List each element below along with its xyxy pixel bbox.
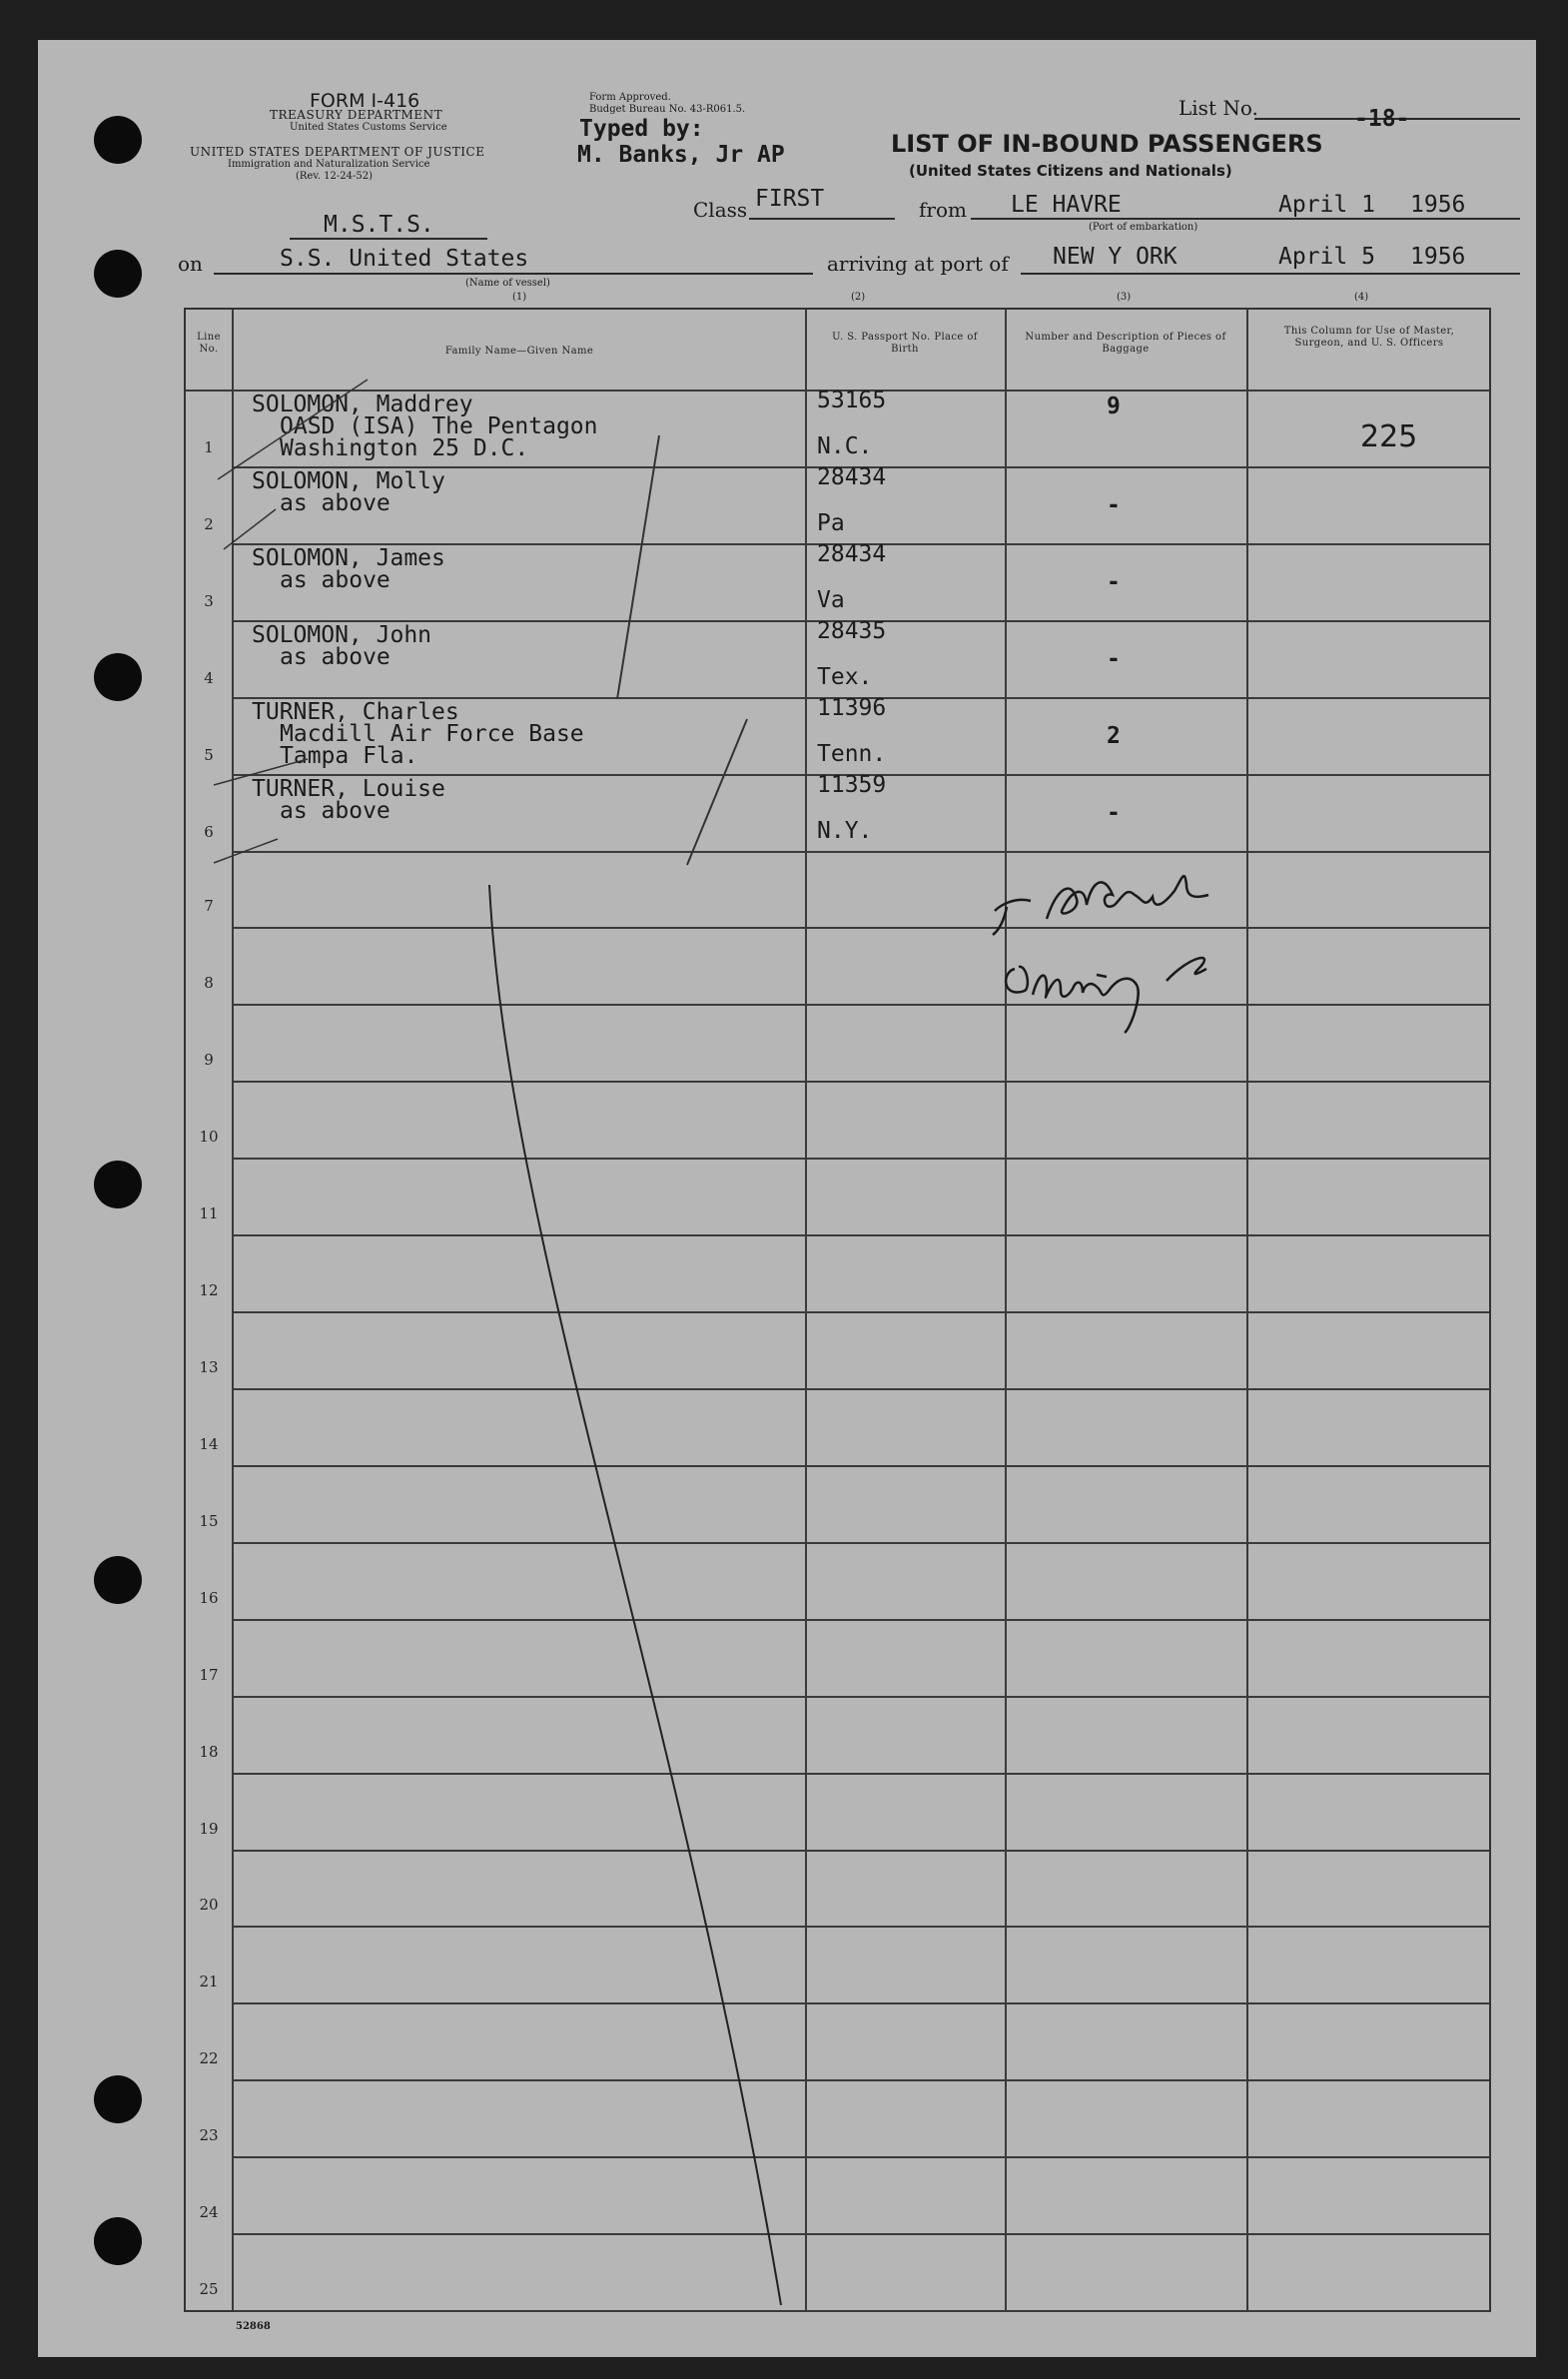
arrival-date: April 5 <box>1278 244 1375 270</box>
arrival-port: NEW Y ORK <box>1053 244 1177 270</box>
line-number: 13 <box>199 1358 219 1376</box>
line-number: 25 <box>199 2280 219 2298</box>
line-number: 17 <box>199 1665 219 1684</box>
passport-number: 11396 <box>817 694 887 721</box>
line-number: 19 <box>199 1819 219 1838</box>
passenger-address: Tampa Fla. <box>280 742 418 769</box>
embarkation-note: (Port of embarkation) <box>1089 222 1198 233</box>
baggage-count: 9 <box>1107 394 1121 419</box>
passenger-name: SOLOMON, James <box>252 544 445 571</box>
passenger-address: Macdill Air Force Base <box>280 720 584 747</box>
baggage-header: Number and Description of Pieces of Baggage <box>1025 332 1226 355</box>
passenger-address: Washington 25 D.C. <box>280 435 529 461</box>
arrival-year: 1956 <box>1410 244 1466 270</box>
line-number: 7 <box>204 897 214 916</box>
line-number: 21 <box>199 1973 219 1991</box>
line-number: 6 <box>204 822 214 841</box>
arriving-label: arriving at port of <box>827 252 1009 276</box>
line-number: 12 <box>199 1281 219 1299</box>
passenger-address: as above <box>280 797 391 824</box>
typist-name: M. Banks, Jr AP <box>577 142 785 168</box>
check-mark <box>687 719 747 865</box>
treasury-department: TREASURY DEPARTMENT <box>270 108 443 122</box>
baggage-count: - <box>1107 491 1121 518</box>
passport-number: 28434 <box>817 540 887 567</box>
column-number-3: (3) <box>1117 292 1132 303</box>
place-of-birth: Tex. <box>817 663 873 690</box>
line-number: 4 <box>204 668 214 687</box>
passport-number: 28435 <box>817 617 887 644</box>
line-number: 11 <box>199 1204 219 1223</box>
vessel-name: S.S. United States <box>280 246 529 272</box>
class-label: Class <box>693 198 748 222</box>
embarkation-port: LE HAVRE <box>1011 192 1122 218</box>
place-of-birth: N.C. <box>817 433 873 459</box>
line-number: 24 <box>199 2203 219 2222</box>
justice-department: UNITED STATES DEPARTMENT OF JUSTICE <box>190 145 485 159</box>
line-number: 5 <box>204 745 214 764</box>
passenger-address: OASD (ISA) The Pentagon <box>280 413 598 439</box>
departure-year: 1956 <box>1410 192 1466 218</box>
tick-mark <box>214 839 278 863</box>
passenger-name: SOLOMON, Molly <box>252 467 445 494</box>
line-number: 23 <box>199 2126 219 2145</box>
from-label: from <box>919 198 967 222</box>
baggage-count: - <box>1107 799 1121 826</box>
line-number: 10 <box>199 1128 219 1147</box>
line-number: 18 <box>199 1742 219 1761</box>
passenger-name: TURNER, Charles <box>252 698 459 725</box>
passport-number: 28434 <box>817 463 887 490</box>
budget-bureau: Budget Bureau No. 43-R061.5. <box>589 104 746 115</box>
form-approved: Form Approved. <box>589 92 671 103</box>
immigration-service: Immigration and Naturalization Service <box>228 159 430 170</box>
customs-service: United States Customs Service <box>290 122 447 133</box>
baggage-count: - <box>1107 645 1121 672</box>
vessel-note: (Name of vessel) <box>465 278 550 289</box>
passenger-address: as above <box>280 489 391 516</box>
baggage-count: 2 <box>1107 722 1121 749</box>
line-number: 8 <box>204 974 214 993</box>
page-title: LIST OF IN-BOUND PASSENGERS <box>891 130 1323 158</box>
msts-label: M.S.T.S. <box>324 212 434 238</box>
place-of-birth: Va <box>817 586 845 613</box>
line-number: 9 <box>204 1051 214 1070</box>
signature-inspector <box>1006 958 1206 1033</box>
form-number: FORM I-416 <box>310 90 420 112</box>
line-number: 15 <box>199 1511 219 1530</box>
list-number: -18- <box>1354 106 1410 132</box>
typed-by-label: Typed by: <box>579 116 704 142</box>
place-of-birth: N.Y. <box>817 817 873 844</box>
tick-mark <box>218 380 368 479</box>
column-number-4: (4) <box>1354 292 1369 303</box>
passenger-address: as above <box>280 643 391 670</box>
passenger-address: as above <box>280 566 391 593</box>
officers-header: This Column for Use of Master, Surgeon, and U. S. Officers <box>1283 326 1455 349</box>
on-label: on <box>178 252 203 276</box>
passport-number: 53165 <box>817 388 887 413</box>
manifest-sheet <box>38 40 1536 2357</box>
passport-header: U. S. Passport No. Place of Birth <box>832 332 978 355</box>
officer-note: 225 <box>1360 419 1418 454</box>
line-no-header: Line No. <box>197 332 221 355</box>
list-no-label: List No. <box>1178 96 1258 120</box>
line-number: 20 <box>199 1896 219 1915</box>
column-number-2: (2) <box>851 292 866 303</box>
line-number: 2 <box>204 514 214 533</box>
signature-mcgrath <box>993 876 1208 935</box>
line-number: 3 <box>204 591 214 610</box>
baggage-count: - <box>1107 568 1121 595</box>
line-number: 14 <box>199 1434 219 1453</box>
page-subtitle: (United States Citizens and Nationals) <box>909 162 1232 180</box>
class-value: FIRST <box>755 186 825 212</box>
line-number: 22 <box>199 2049 219 2068</box>
passenger-name: SOLOMON, John <box>252 621 432 648</box>
long-pen-stroke <box>489 885 781 2305</box>
form-code: 52868 <box>236 2321 271 2332</box>
revision-date: (Rev. 12-24-52) <box>296 171 374 182</box>
passenger-name: TURNER, Louise <box>252 775 445 802</box>
passport-number: 11359 <box>817 771 887 798</box>
line-number: 16 <box>199 1588 219 1607</box>
place-of-birth: Pa <box>817 509 845 536</box>
pen-marks <box>38 40 1536 2357</box>
tick-mark <box>224 509 276 549</box>
column-number-1: (1) <box>512 292 527 303</box>
line-number: 1 <box>204 437 214 456</box>
passenger-name: SOLOMON, Maddrey <box>252 392 473 417</box>
check-mark <box>617 435 659 699</box>
place-of-birth: Tenn. <box>817 740 887 767</box>
tick-mark <box>214 759 308 785</box>
departure-date: April 1 <box>1278 192 1375 218</box>
name-header: Family Name—Given Name <box>444 346 594 357</box>
